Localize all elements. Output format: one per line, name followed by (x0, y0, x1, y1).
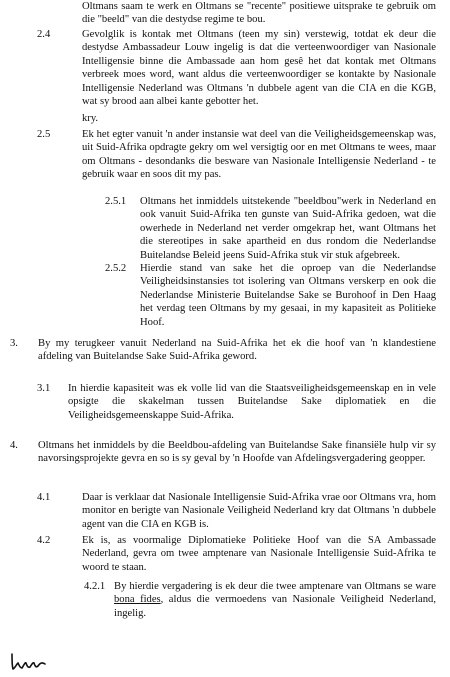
section-4-2-1-number: 4.2.1 (84, 581, 106, 592)
section-4-1-number: 4.1 (37, 492, 51, 503)
section-3-text: By my terugkeer vanuit Nederland na Suid-Afrika het ek die hoof van 'n klandestiene afdeling van Buitelandse Sake Suid-Afrika geword. (38, 338, 436, 363)
section-4-2-1-text (114, 580, 436, 620)
section-3-1-text: In hierdie kapasiteit was ek volle lid van die Staatsveiligheidsgemeenskap en in vele opsigte die skakelman tussen Buitelandse Sake diplomatiek en die Veiligheidsgemeenskappe Suid-Afrika. (68, 383, 436, 421)
section-2-5-1-number: 2.5.1 (105, 196, 127, 207)
section-3-number: 3. (10, 338, 18, 349)
section-2-5-2-text: Hierdie stand van sake het die oproep van die Nederlandse Veiligheidsinstansies tot isolering van Oltmans verskerp en ook die Nederlandse Ministerie Buitelandse Sake se Burohoof in Den Haag het verdag teen Oltmans by my gesaai, in my kapasiteit as Politieke Hoof. (140, 263, 436, 328)
section-2-5-1-text: Oltmans het inmiddels uitstekende "beeldbou"werk in Nederland en ook vanuit Suid-Afrika ten gunste van Suid-Afrika gedoen, wat die owerhede in Nederland net verder omgekrap het, want Oltmans het die stereotipes in sake apartheid en dus rondom die Nederlandse Buitelandse Beleid jeens Suid-Afrika stuk vir stuk afgebreek. (140, 196, 436, 261)
section-2-4-tail: kry. (82, 113, 99, 124)
section-3-1-number: 3.1 (37, 383, 51, 394)
intro-paragraph: Oltmans saam te werk en Oltmans se "recente" positiewe uitsprake te gebruik om die "beeld" van die destydse regime te bou. (82, 1, 436, 26)
section-4-2-number: 4.2 (37, 535, 51, 546)
section-4-2-1-text-after: , aldus die vermoedens van Nasionale Veiligheid Nederland, ingelig. (114, 594, 436, 619)
section-2-4-text: Gevolglik is kontak met Oltmans (teen my sin) verstewig, totdat ek deur die destydse Ambassadeur Louw ingelig is dat die verteenwoordiger van Nasionale Intelligensie binne die Ambassade aan hom gesê het dat kontak met Oltmans verbreek moes word, want aldus die verteenwoordiger se kontakte by Nasionale Intelligensie Nederland was Oltmans 'n dubbele agent van die CIA en die KGB, wat sy brood aan albei kante gebotter het. (82, 29, 436, 108)
section-4-1-text: Daar is verklaar dat Nasionale Intelligensie Suid-Afrika vrae oor Oltmans vra, hom monitor en berigte van Nasionale Veiligheid Nederland kry dat Oltmans 'n dubbele agent van die CIA en KGB is. (82, 492, 436, 530)
section-2-5-2-number: 2.5.2 (105, 263, 127, 274)
handwritten-signature (10, 650, 50, 672)
section-4-text: Oltmans het inmiddels by die Beeldbou-afdeling van Buitelandse Sake finansiële hulp vir sy navorsingsprojekte gevra en so is sy geval by 'n Hoofde van Afdelingsvergadering geopper. (38, 440, 436, 465)
bona-fides-underlined: bona fides (114, 594, 161, 606)
section-2-5-number: 2.5 (37, 129, 51, 140)
section-4-2-text: Ek is, as voormalige Diplomatieke Politieke Hoof van die SA Ambassade Nederland, gevra om twee amptenare van Nasionale Intelligensie Suid-Afrika te woord te staan. (82, 535, 436, 573)
section-2-4-number: 2.4 (37, 29, 51, 40)
section-2-5-text: Ek het egter vanuit 'n ander instansie wat deel van die Veiligheidsgemeenskap was, uit Suid-Afrika opdragte gekry om wel versigtig oor en met Oltmans te wees, maar om Oltmans - desondanks die besware van Nasionale Intelligensie Nederland - te gebruik waar en soos dit my pas. (82, 129, 436, 181)
section-4-2-1-text-before: By hierdie vergadering is ek deur die twee amptenare van Oltmans se ware (114, 581, 436, 592)
section-4-number: 4. (10, 440, 18, 451)
